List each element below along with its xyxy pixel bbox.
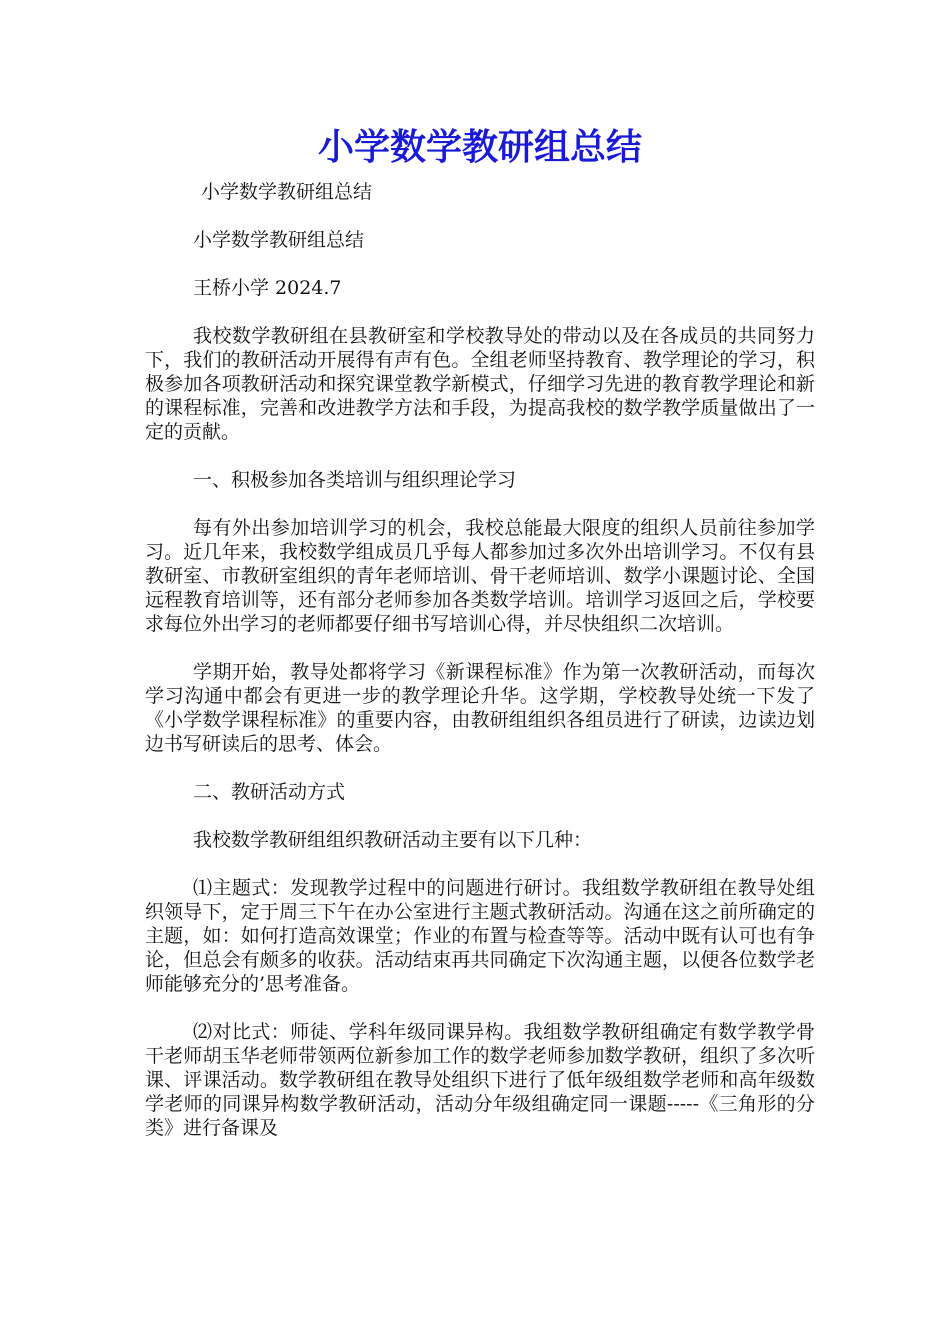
repeat-title: 小学数学教研组总结: [193, 229, 365, 251]
document-page: [145, 118, 815, 1164]
intro-paragraph: 我校数学教研组在县教研室和学校教导处的带动以及在各成员的共同努力下，我们的教研活动开展得有声有色。全组老师坚持教育、教学理论的学习，积极参加各项教研活动和探究课堂教学新模式，仔细学习先进的教育教学理论和新的课程标准，完善和改进教学方法和手段，为提高我校的数学教学质量做出了一定的贡献。: [145, 325, 815, 443]
section-1-paragraph-1: 每有外出参加培训学习的机会，我校总能最大限度的组织人员前往参加学习。近几年来，我校数学组成员几乎每人都参加过多次外出培训学习。不仅有县教研室、市教研室组织的青年老师培训、骨干老师培训、数学小课题讨论、全国远程教育培训等，还有部分老师参加各类数学培训。培训学习返回之后，学校要求每位外出学习的老师都要仔细书写培训心得，并尽快组织二次培训。: [145, 517, 815, 635]
section-1-paragraph-2: 学期开始，教导处都将学习《新课程标准》作为第一次教研活动，而每次学习沟通中都会有更进一步的教学理论升华。这学期，学校教导处统一下发了《小学数学课程标准》的重要内容，由教研组组织各组员进行了研读，边读边划边书写研读后的思考、体会。: [145, 661, 815, 755]
section-1-heading: 一、积极参加各类培训与组织理论学习: [193, 469, 517, 491]
byline: 王桥小学 2024.7: [193, 277, 342, 299]
document-subtitle: 小学数学教研组总结: [201, 181, 373, 203]
section-2-item-1: ⑴主题式：发现教学过程中的问题进行研讨。我组数学教研组在教导处组织领导下，定于周三下午在办公室进行主题式教研活动。沟通在这之前所确定的主题，如：如何打造高效课堂；作业的布置与检查等等。活动中既有认可也有争论，但总会有颇多的收获。活动结束再共同确定下次沟通主题，以便各位数学老师能够充分的’思考准备。: [145, 877, 815, 995]
section-2-heading: 二、教研活动方式: [193, 781, 346, 803]
section-2-intro: 我校数学教研组组织教研活动主要有以下几种：: [193, 829, 593, 851]
document-title: 小学数学教研组总结: [317, 127, 642, 168]
section-2-item-2: ⑵对比式：师徒、学科年级同课异构。我组数学教研组确定有数学教学骨干老师胡玉华老师带领两位新参加工作的数学老师参加数学教研，组织了多次听课、评课活动。数学教研组在教导处组织下进行了低年级组数学老师和高年级数学老师的同课异构数学教研活动，活动分年级组确定同一课题-----《三角形的分类》进行备课及: [145, 1021, 815, 1139]
